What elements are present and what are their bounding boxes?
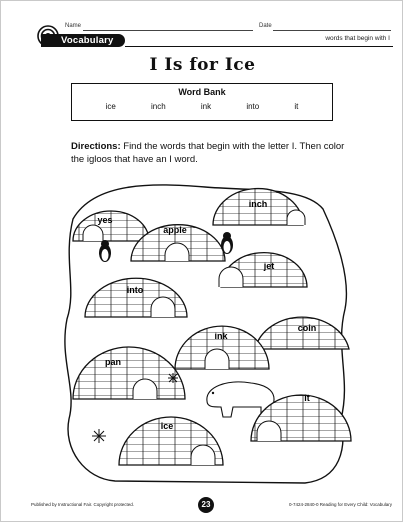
date-line — [273, 30, 391, 31]
igloo-label-coin: coin — [297, 323, 317, 333]
igloo-label-yes: yes — [97, 215, 113, 225]
page-title: I Is for Ice — [149, 55, 256, 75]
word-bank-item: ink — [200, 102, 212, 111]
igloo-label-apple: apple — [163, 225, 187, 235]
directions-text: Find the words that begin with the letter I. Then color the igloos that have an I word. — [71, 141, 345, 165]
igloo-label-it: it — [304, 393, 310, 403]
header-rule — [125, 46, 393, 47]
igloo-label-ice: ice — [160, 421, 174, 431]
name-label: Name — [65, 23, 82, 29]
footer-copyright: Published by Instructional Fair. Copyright protected. — [31, 502, 135, 507]
directions-label: Directions: — [71, 141, 121, 152]
word-bank-box — [71, 83, 333, 121]
directions — [71, 141, 351, 166]
word-bank-item: it — [294, 102, 299, 111]
word-bank-title: Word Bank — [178, 87, 226, 97]
name-line — [83, 30, 253, 31]
igloo-label-pan: pan — [104, 357, 122, 367]
word-bank-item: ice — [105, 102, 116, 111]
footer-book-info: 0-7424-2840-0 Reading for Every Child: Vocabulary — [288, 502, 392, 507]
page-number: 23 — [198, 497, 214, 513]
igloo-label-into: into — [126, 285, 144, 295]
date-label: Date — [259, 23, 272, 29]
igloo-scene — [55, 179, 355, 489]
igloo-label-inch: inch — [248, 199, 268, 209]
snowflake-icon — [92, 429, 106, 443]
igloo-label-ink: ink — [214, 331, 228, 341]
snowflake-icon — [168, 373, 178, 383]
word-bank-words — [72, 102, 332, 111]
topic-label: words that begin with I — [325, 35, 390, 42]
igloo-label-jet: jet — [263, 261, 275, 271]
vocabulary-badge: Vocabulary — [41, 34, 125, 47]
word-bank-item: inch — [151, 102, 166, 111]
word-bank-item: into — [246, 102, 260, 111]
